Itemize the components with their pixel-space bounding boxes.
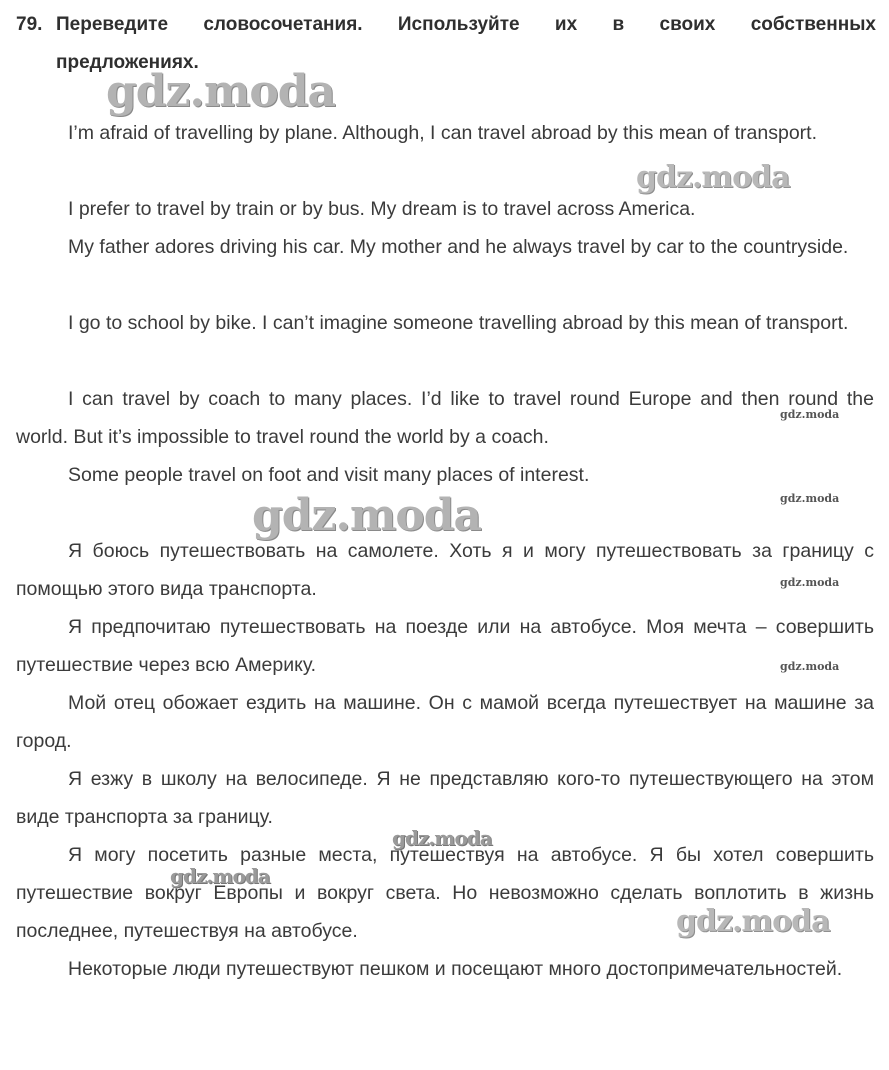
watermark: gdz.moda xyxy=(106,66,336,117)
russian-paragraph-5: Я могу посетить разные места, путешествуя на автобусе. Я бы хотел совершить путешествие вокруг Европы и вокруг света. Но невозможно сделать воплотить в жизнь последнее, путешествуя на автобусе. xyxy=(16,844,874,942)
task-number: 79. xyxy=(16,14,43,35)
task-header xyxy=(16,6,876,82)
russian-paragraph-1: Я боюсь путешествовать на самолете. Хоть я и могу путешествовать за границу с помощью этого вида транспорта. xyxy=(16,540,874,600)
watermark: gdz.moda xyxy=(780,576,840,589)
english-paragraph-4: I go to school by bike. I can’t imagine someone travelling abroad by this mean of transport. xyxy=(68,312,849,334)
english-paragraph-2: I prefer to travel by train or by bus. My dream is to travel across America. xyxy=(68,198,696,220)
task-instruction-part2: предложениях. xyxy=(56,52,199,73)
english-paragraph-6: Some people travel on foot and visit many places of interest. xyxy=(68,464,590,486)
russian-paragraph-3: Мой отец обожает ездить на машине. Он с мамой всегда путешествует на машине за город. xyxy=(16,692,874,752)
watermark: gdz.moda xyxy=(780,660,840,673)
english-paragraph-3: My father adores driving his car. My mother and he always travel by car to the countryside. xyxy=(68,236,849,258)
watermark: gdz.moda xyxy=(780,492,840,505)
task-instruction-part1: Переведите словосочетания. Используйте их в своих собственных xyxy=(56,14,876,35)
watermark: gdz.moda xyxy=(676,904,830,939)
watermark: gdz.moda xyxy=(780,408,840,421)
russian-paragraph-6: Некоторые люди путешествуют пешком и посещают много достопримечательностей. xyxy=(68,958,843,980)
watermark: gdz.moda xyxy=(392,826,492,850)
watermark: gdz.moda xyxy=(170,864,270,888)
watermark: gdz.moda xyxy=(636,160,790,195)
english-paragraph-1: I’m afraid of travelling by plane. Although, I can travel abroad by this mean of transport. xyxy=(68,122,817,144)
english-paragraph-5: I can travel by coach to many places. I’d like to travel round Europe and then round the world. But it’s impossible to travel round the world by a coach. xyxy=(16,388,874,448)
task-header-line1 xyxy=(16,6,876,44)
russian-paragraph-2: Я предпочитаю путешествовать на поезде или на автобусе. Моя мечта – совершить путешествие через всю Америку. xyxy=(16,616,874,676)
russian-paragraph-4: Я езжу в школу на велосипеде. Я не представляю кого-то путешествующего на этом виде транспорта за границу. xyxy=(16,768,874,828)
watermark: gdz.moda xyxy=(252,490,482,541)
